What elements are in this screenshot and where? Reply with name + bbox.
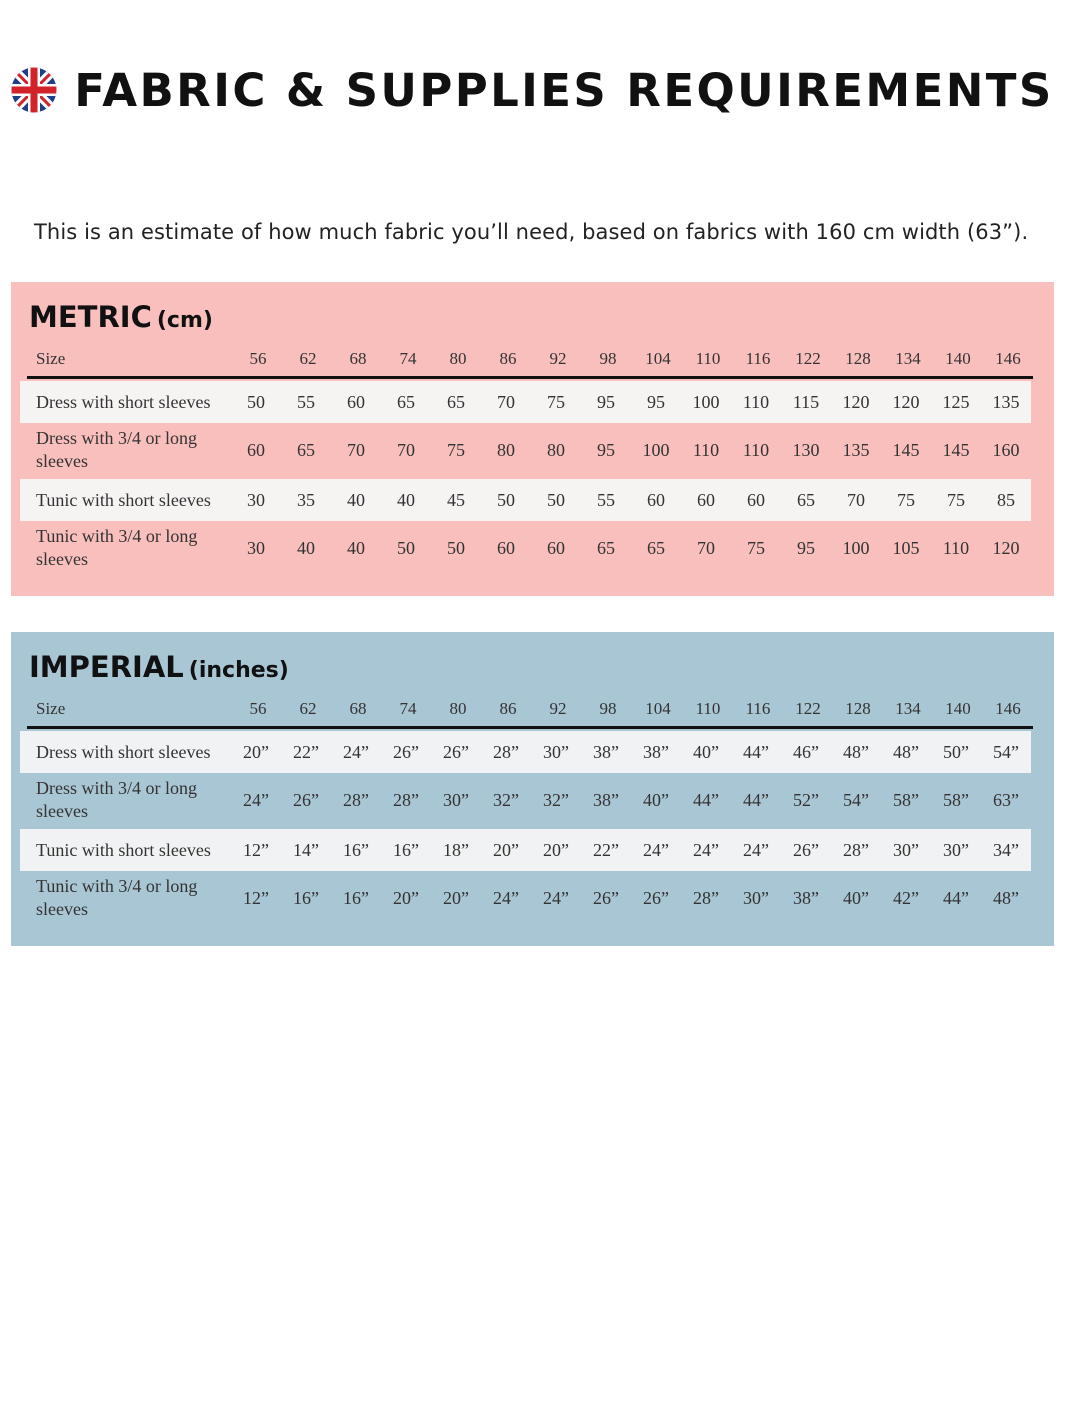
table-cell: 35 (297, 489, 315, 510)
table-cell: 24” (343, 741, 369, 762)
table-cell: 75 (547, 391, 565, 412)
table-cell: 30 (247, 537, 265, 558)
table-cell: 45 (447, 489, 465, 510)
table-cell: 104 (645, 349, 671, 368)
table-cell: 50” (943, 741, 969, 762)
imperial-title-unit: (inches) (188, 658, 289, 683)
table-cell: 26” (643, 887, 669, 908)
table-cell: 80 (449, 699, 467, 718)
table-cell: 128 (845, 349, 871, 368)
table-cell: 125 (942, 391, 970, 412)
table-cell: 140 (945, 699, 971, 718)
table-row (20, 731, 1031, 773)
size-header-label: Size (36, 349, 66, 368)
page-header (0, 58, 1065, 122)
table-cell: 75 (897, 489, 915, 510)
table-cell: 44” (693, 789, 719, 810)
row-cells (231, 538, 1031, 559)
table-row (20, 522, 1031, 574)
table-cell: 60 (697, 489, 715, 510)
table-cell: 40” (693, 741, 719, 762)
table-cell: 48” (893, 741, 919, 762)
metric-title (29, 300, 213, 334)
row-label: Tunic with 3/4 or long sleeves (36, 876, 198, 919)
table-cell: 16” (343, 839, 369, 860)
table-cell: 110 (695, 699, 721, 718)
row-cells (231, 840, 1031, 861)
table-cell: 70 (397, 439, 415, 460)
table-cell: 24” (743, 839, 769, 860)
table-cell: 60 (547, 537, 565, 558)
table-cell: 50 (447, 537, 465, 558)
size-header-row (27, 692, 1033, 729)
table-cell: 20” (493, 839, 519, 860)
table-cell: 28” (693, 887, 719, 908)
table-cell: 20” (243, 741, 269, 762)
table-cell: 30” (743, 887, 769, 908)
row-label: Dress with 3/4 or long sleeves (36, 778, 197, 821)
table-cell: 60 (497, 537, 515, 558)
table-cell: 65 (397, 391, 415, 412)
table-cell: 28” (843, 839, 869, 860)
table-cell: 30” (893, 839, 919, 860)
table-cell: 32” (543, 789, 569, 810)
table-cell: 135 (842, 439, 870, 460)
table-cell: 95 (797, 537, 815, 558)
table-cell: 70 (347, 439, 365, 460)
row-label: Tunic with short sleeves (36, 489, 211, 510)
row-label: Tunic with short sleeves (36, 839, 211, 860)
table-cell: 62 (299, 699, 317, 718)
table-cell: 22” (293, 741, 319, 762)
table-cell: 22” (593, 839, 619, 860)
table-cell: 75 (747, 537, 765, 558)
table-cell: 65 (797, 489, 815, 510)
table-cell: 26” (793, 839, 819, 860)
table-cell: 14” (293, 839, 319, 860)
row-label: Dress with short sleeves (36, 391, 211, 412)
imperial-table (11, 632, 1054, 946)
table-cell: 16” (343, 887, 369, 908)
table-cell: 24” (643, 839, 669, 860)
table-cell: 38” (593, 789, 619, 810)
table-cell: 28” (343, 789, 369, 810)
table-cell: 50 (247, 391, 265, 412)
table-cell: 55 (597, 489, 615, 510)
table-cell: 110 (942, 537, 970, 558)
table-cell: 65 (297, 439, 315, 460)
table-cell: 56 (249, 699, 267, 718)
imperial-title-main: IMPERIAL (29, 650, 184, 684)
table-row (20, 872, 1031, 924)
table-cell: 145 (942, 439, 970, 460)
table-row (20, 424, 1031, 476)
table-cell: 65 (647, 537, 665, 558)
table-cell: 145 (892, 439, 920, 460)
table-cell: 30” (943, 839, 969, 860)
table-cell: 146 (995, 349, 1021, 368)
metric-title-main: METRIC (29, 300, 152, 334)
table-cell: 134 (895, 349, 921, 368)
table-row (20, 381, 1031, 423)
table-cell: 60 (347, 391, 365, 412)
table-cell: 24” (693, 839, 719, 860)
table-cell: 75 (447, 439, 465, 460)
table-cell: 110 (742, 439, 770, 460)
table-cell: 50 (397, 537, 415, 558)
table-cell: 116 (745, 349, 771, 368)
table-cell: 110 (692, 439, 720, 460)
row-cells (231, 490, 1031, 511)
table-cell: 63” (993, 789, 1019, 810)
table-row (20, 774, 1031, 826)
table-cell: 52” (793, 789, 819, 810)
table-cell: 115 (792, 391, 820, 412)
table-cell: 24” (243, 789, 269, 810)
table-cell: 48” (993, 887, 1019, 908)
table-cell: 98 (599, 699, 617, 718)
size-cells (233, 349, 1033, 369)
table-cell: 24” (543, 887, 569, 908)
table-cell: 32” (493, 789, 519, 810)
table-cell: 28” (493, 741, 519, 762)
table-cell: 40 (297, 537, 315, 558)
table-cell: 130 (792, 439, 820, 460)
table-cell: 54” (993, 741, 1019, 762)
table-cell: 120 (892, 391, 920, 412)
row-label: Dress with short sleeves (36, 741, 211, 762)
table-cell: 62 (299, 349, 317, 368)
table-cell: 26” (293, 789, 319, 810)
table-cell: 122 (795, 349, 821, 368)
table-cell: 104 (645, 699, 671, 718)
table-cell: 65 (447, 391, 465, 412)
table-cell: 68 (349, 349, 367, 368)
table-cell: 100 (642, 439, 670, 460)
table-cell: 40” (643, 789, 669, 810)
table-cell: 42” (893, 887, 919, 908)
size-header-row (27, 342, 1033, 379)
table-cell: 26” (393, 741, 419, 762)
table-cell: 80 (547, 439, 565, 460)
table-cell: 16” (393, 839, 419, 860)
uk-flag-icon (11, 67, 57, 113)
table-cell: 38” (593, 741, 619, 762)
table-cell: 122 (795, 699, 821, 718)
table-cell: 65 (597, 537, 615, 558)
table-cell: 56 (249, 349, 267, 368)
table-cell: 92 (549, 349, 567, 368)
table-cell: 140 (945, 349, 971, 368)
table-cell: 24” (493, 887, 519, 908)
row-label: Tunic with 3/4 or long sleeves (36, 526, 198, 569)
table-cell: 20” (543, 839, 569, 860)
size-cells (233, 699, 1033, 719)
table-cell: 86 (499, 699, 517, 718)
metric-table (11, 282, 1054, 596)
table-cell: 38” (643, 741, 669, 762)
imperial-title (29, 650, 289, 684)
table-cell: 58” (943, 789, 969, 810)
table-cell: 120 (842, 391, 870, 412)
table-cell: 128 (845, 699, 871, 718)
table-cell: 34” (993, 839, 1019, 860)
table-cell: 85 (997, 489, 1015, 510)
table-cell: 160 (992, 439, 1020, 460)
table-cell: 50 (547, 489, 565, 510)
table-cell: 86 (499, 349, 517, 368)
table-cell: 12” (243, 839, 269, 860)
table-cell: 110 (695, 349, 721, 368)
table-cell: 18” (443, 839, 469, 860)
table-cell: 44” (943, 887, 969, 908)
table-row (20, 829, 1031, 871)
table-cell: 30” (543, 741, 569, 762)
row-label: Dress with 3/4 or long sleeves (36, 428, 197, 471)
table-cell: 58” (893, 789, 919, 810)
table-cell: 38” (793, 887, 819, 908)
table-cell: 16” (293, 887, 319, 908)
table-cell: 74 (399, 699, 417, 718)
table-cell: 70 (697, 537, 715, 558)
table-cell: 26” (443, 741, 469, 762)
row-cells (231, 790, 1031, 811)
table-cell: 120 (992, 537, 1020, 558)
table-cell: 30 (247, 489, 265, 510)
intro-text: This is an estimate of how much fabric you’ll need, based on fabrics with 160 cm width (63”). (34, 220, 1029, 244)
table-cell: 95 (647, 391, 665, 412)
table-cell: 100 (692, 391, 720, 412)
table-cell: 40” (843, 887, 869, 908)
row-cells (231, 742, 1031, 763)
table-cell: 50 (497, 489, 515, 510)
table-cell: 135 (992, 391, 1020, 412)
size-header-label: Size (36, 699, 66, 718)
table-cell: 48” (843, 741, 869, 762)
table-cell: 28” (393, 789, 419, 810)
table-cell: 75 (947, 489, 965, 510)
page-title: FABRIC & SUPPLIES REQUIREMENTS (74, 63, 1054, 117)
table-row (20, 479, 1031, 521)
table-cell: 60 (247, 439, 265, 460)
row-cells (231, 392, 1031, 413)
table-cell: 146 (995, 699, 1021, 718)
table-cell: 98 (599, 349, 617, 368)
table-cell: 95 (597, 391, 615, 412)
table-cell: 26” (593, 887, 619, 908)
table-cell: 54” (843, 789, 869, 810)
table-cell: 40 (347, 489, 365, 510)
table-cell: 40 (347, 537, 365, 558)
row-cells (231, 440, 1031, 461)
table-cell: 74 (399, 349, 417, 368)
table-cell: 20” (393, 887, 419, 908)
table-cell: 46” (793, 741, 819, 762)
table-cell: 55 (297, 391, 315, 412)
table-cell: 40 (397, 489, 415, 510)
table-cell: 30” (443, 789, 469, 810)
table-cell: 70 (847, 489, 865, 510)
table-cell: 60 (747, 489, 765, 510)
table-cell: 100 (842, 537, 870, 558)
table-cell: 60 (647, 489, 665, 510)
table-cell: 80 (449, 349, 467, 368)
table-cell: 110 (742, 391, 770, 412)
table-cell: 44” (743, 789, 769, 810)
table-cell: 105 (892, 537, 920, 558)
table-cell: 20” (443, 887, 469, 908)
table-cell: 95 (597, 439, 615, 460)
table-cell: 44” (743, 741, 769, 762)
table-cell: 68 (349, 699, 367, 718)
table-cell: 134 (895, 699, 921, 718)
table-cell: 70 (497, 391, 515, 412)
row-cells (231, 888, 1031, 909)
table-cell: 116 (745, 699, 771, 718)
table-cell: 12” (243, 887, 269, 908)
table-cell: 80 (497, 439, 515, 460)
metric-title-unit: (cm) (156, 308, 213, 333)
table-cell: 92 (549, 699, 567, 718)
